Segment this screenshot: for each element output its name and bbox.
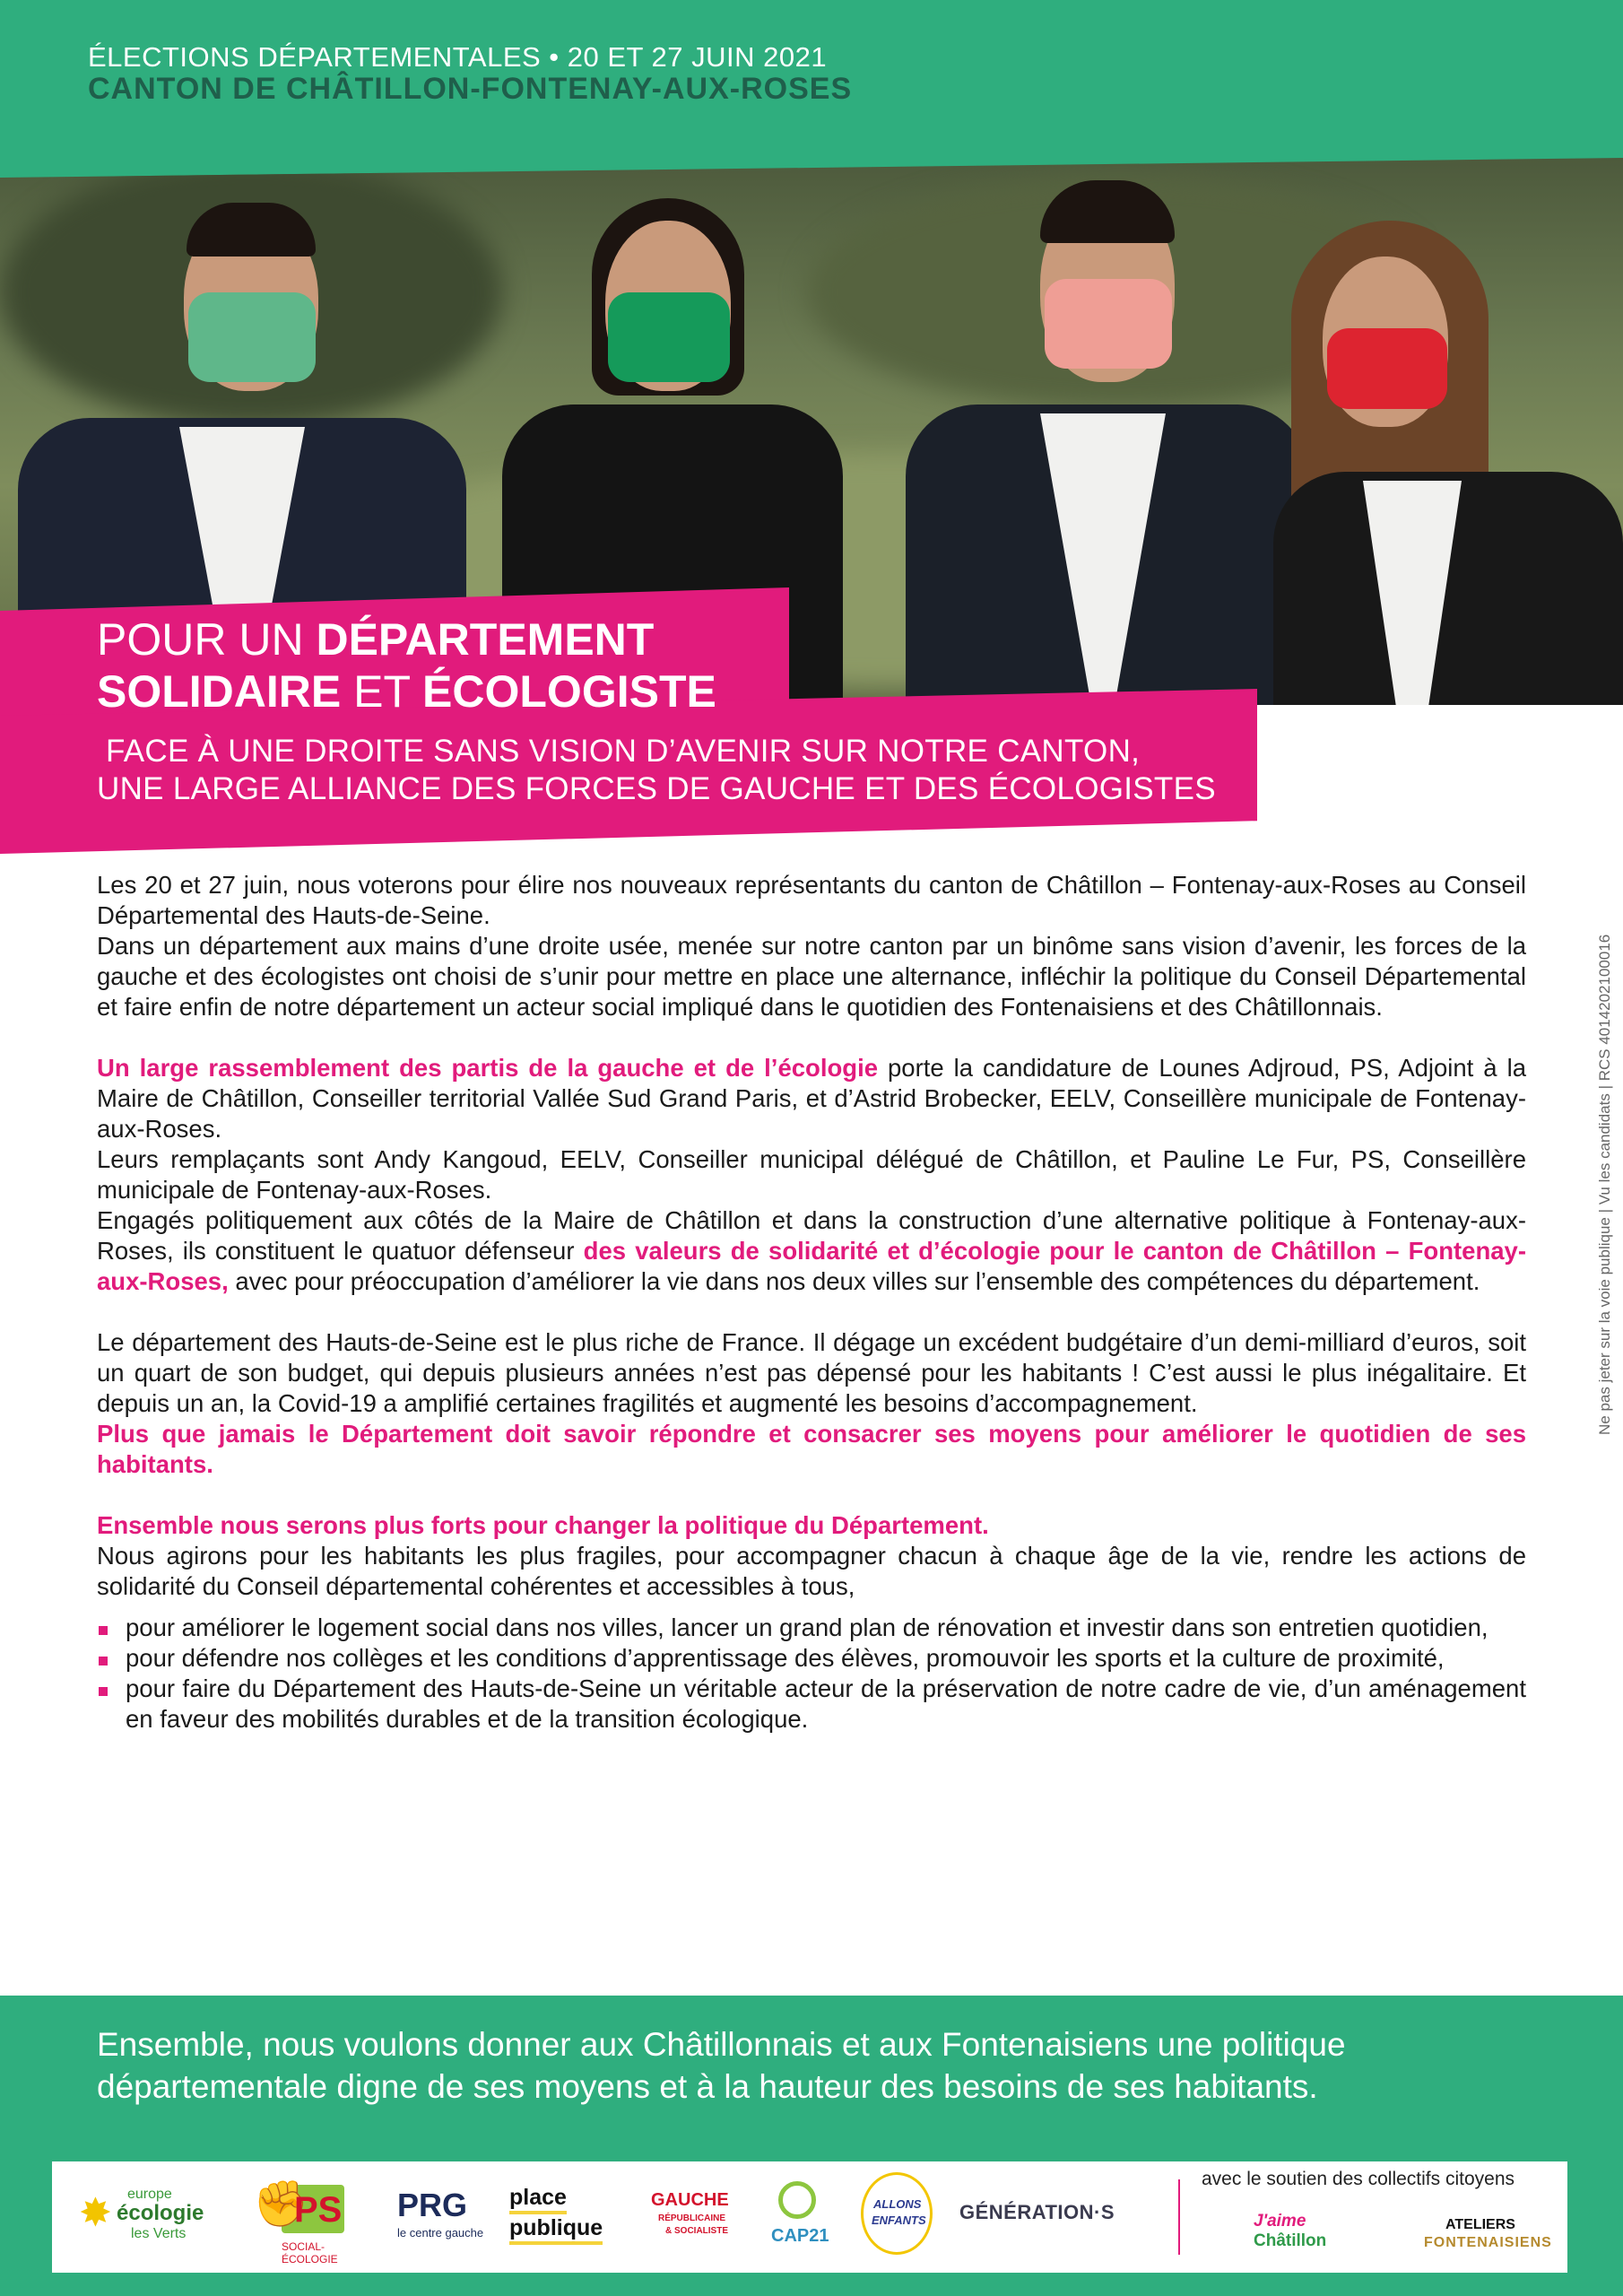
paragraph: Plus que jamais le Département doit savoir répondre et consacrer ses moyens pour améliorer le quotidien de ses habitants. [97,1420,1526,1478]
main-title-line-2: SOLIDAIRE ET ÉCOLOGISTE [97,666,716,717]
face-mask [1327,328,1447,409]
sunflower-icon: ✸ [79,2191,112,2235]
logos-bar [52,2161,1567,2273]
paragraph: Leurs remplaçants sont Andy Kangoud, EELV, Conseiller municipal délégué de Châtillon, et Pauline Le Fur, PS, Conseillère municipale de Fontenay-aux-Roses. [97,1145,1526,1204]
place-publique-logo: place publique [509,2185,626,2248]
election-date: ÉLECTIONS DÉPARTEMENTALES • 20 ET 27 JUIN 2021 [88,41,828,73]
cap21-logo: CAP21 [769,2178,832,2258]
grs-logo: GAUCHE RÉPUBLICAINE & SOCIALISTE [651,2190,729,2236]
prg-logo: PRG le centre gauche [397,2187,484,2239]
jaime-chatillon-logo: J'aime Châtillon [1254,2212,1327,2250]
header-band [0,0,1623,179]
subtitle-line-2: UNE LARGE ALLIANCE DES FORCES DE GAUCHE ET DES ÉCOLOGISTES [97,771,1216,806]
bullet-icon [99,1657,108,1665]
ateliers-fontenaisiens-logo: ATELIERS FONTENAISIENS [1424,2217,1552,2250]
paragraph: Dans un département aux mains d’une droite usée, menée sur notre canton par un binôme sans vision d’avenir, les forces de la gauche et des écologistes ont choisi de s’unir pour mettre en place une alternance, infléchir la politique du Conseil Départemental et faire enfin de notre département un acteur social impliqué dans le quotidien des Fontenaisiens et des Châtillonnais. [97,932,1526,1021]
main-title-line-1: POUR UN DÉPARTEMENT [97,614,655,665]
eelv-logo: ✸ europe écologie les Verts [79,2187,204,2241]
main-text [97,870,1526,1735]
list-item: pour défendre nos collèges et les conditions d’apprentissage des élèves, promouvoir les sports et la culture de proximité, [97,1643,1526,1674]
face-mask [188,292,316,382]
paragraph: Un large rassemblement des partis de la gauche et de l’écologie porte la candidature de Lounes Adjroud, PS, Adjoint à la Maire de Châtillon, Conseiller territorial Vallée Sud Grand Paris, et d’Astrid Brobecker, EELV, Conseillère municipale de Fontenay-aux-Roses. [97,1054,1526,1143]
list-item: pour améliorer le logement social dans nos villes, lancer un grand plan de rénovation et investir dans son entretien quotidien, [97,1613,1526,1643]
support-label: avec le soutien des collectifs citoyens [1202,2169,1515,2189]
generations-logo: GÉNÉRATION·S [959,2201,1115,2223]
bullet-icon [99,1687,108,1696]
subtitle-line-1: FACE À UNE DROITE SANS VISION D’AVENIR SUR NOTRE CANTON, [106,734,1141,769]
commitments-list [97,1613,1526,1735]
paragraph: Nous agirons pour les habitants les plus fragiles, pour accompagner chacun à chaque âge de la vie, rendre les actions de solidarité du Conseil départemental cohérentes et accessibles à tous, [97,1542,1526,1600]
canton-name: CANTON DE CHÂTILLON-FONTENAY-AUX-ROSES [88,72,853,106]
rose-icon: ✊ [253,2179,309,2229]
paragraph: Ensemble nous serons plus forts pour changer la politique du Département. [97,1511,989,1539]
allons-enfants-logo: ALLONS ENFANTS [861,2172,936,2258]
ps-logo: ✊ PS SOCIAL-ÉCOLOGIE [249,2172,366,2262]
paragraph: Les 20 et 27 juin, nous voterons pour élire nos nouveaux représentants du canton de Châtillon – Fontenay-aux-Roses au Conseil Départemental des Hauts-de-Seine. [97,871,1526,929]
legal-note: Ne pas jeter sur la voie publique | Vu les candidats | RCS 4014202100016 [1596,934,1613,1435]
bullet-icon [99,1626,108,1635]
paragraph: Le département des Hauts-de-Seine est le plus riche de France. Il dégage un excédent budgétaire d’un demi-milliard d’euros, soit un quart de son budget, qui depuis plusieurs années n’est pas dépensé pour les habitants ! C’est aussi le plus inégalitaire. Et depuis un an, la Covid-19 a amplifié certaines fragilités et augmenté les besoins d’accompagnement. [97,1328,1526,1417]
list-item: pour faire du Département des Hauts-de-Seine un véritable acteur de la préservation de notre cadre de vie, d’un aménagement en faveur des mobilités durables et de la transition écologique. [97,1674,1526,1735]
divider [1178,2179,1180,2255]
face-mask [1045,279,1172,369]
face-mask [608,292,730,382]
conclusion-text: Ensemble, nous voulons donner aux Châtillonnais et aux Fontenaisiens une politique départementale digne de ses moyens et à la hauteur des besoins de ses habitants. [97,2026,1346,2105]
paragraph: Engagés politiquement aux côtés de la Maire de Châtillon et dans la construction d’une alternative politique à Fontenay-aux-Roses, ils constituent le quatuor défenseur des valeurs de solidarité et d’écologie pour le canton de Châtillon – Fontenay-aux-Roses, avec pour préoccupation d’améliorer la vie dans nos deux villes sur l’ensemble des compétences du département. [97,1206,1526,1295]
leaf-icon [778,2181,816,2219]
